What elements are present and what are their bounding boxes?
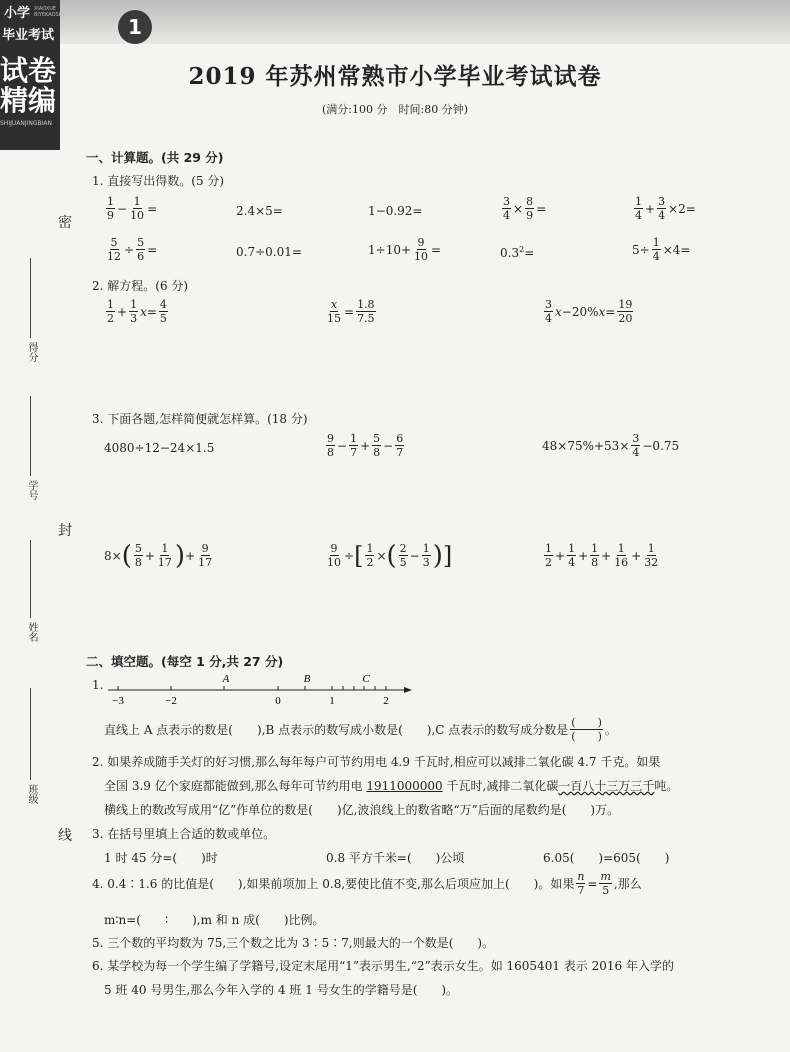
calc-1c: 1−0.92= [368,204,423,218]
seal-char-mi: 密 [58,215,72,231]
equation-1: 1 2 + $\frac{1}{3}$ x = $\frac{4}{5}$ [107,298,167,325]
calc-1d: $\frac{3}{4}$ × $\frac{8}{9}$ = [503,195,547,222]
simplify-3: 48×75%+53× $\frac{3}{4}$ −0.75 [542,432,680,459]
page-number-badge: 1 [118,10,152,44]
equation-2: $\frac{x}{15}$ = $\frac{1.8}{7.5}$ [327,298,375,325]
number-line [104,672,414,712]
calc-2c: 1÷10+ $\frac{9}{10}$ = [368,236,442,263]
label-name: 姓名 [26,622,37,642]
fill-q3-c: 6.05( )=605( ) [543,851,670,865]
seal-char-xian: 线 [58,828,72,844]
banner-pinyin: SHIJUANJINGBIAN [0,120,52,127]
calc-2a: $\frac{5}{12}$ ÷ $\frac{5}{6}$ = [107,236,158,263]
label-student-id: 学号 [26,480,37,500]
banner-line2: 毕业考试 [2,28,55,43]
score-line [30,258,31,338]
fill-q5: 5. 三个数的平均数为 75,三个数之比为 3∶5∶7,则最大的一个数是( )。 [92,936,495,950]
fill-q2-line2: 全国 3.9 亿个家庭都能做到,那么每年可节约用电 1911000000 千瓦时,减排二氧化碳一百八十三万三千吨。 [104,779,679,793]
fill-q3-label: 3. 在括号里填上合适的数或单位。 [92,827,276,841]
label-score: 得分 [26,342,37,362]
point-label: A [222,673,230,685]
q1-label: 1. 直接写出得数。(5 分) [92,174,225,188]
seal-char-feng: 封 [58,523,72,539]
banner-tiny: XIAOXUE BIYEKAOSHI [34,6,64,18]
top-header-bar [60,0,790,44]
name-line [30,540,31,618]
fill-q4-line2: m∶n=( ∶ ),m 和 n 成( )比例。 [104,913,325,927]
tick-label: −3 [112,695,124,707]
fill-q6-line1: 6. 某学校为每一个学生编了学籍号,设定末尾用“1”表示男生,“2”表示女生。如 1605401 表示 2016 年入学的 [92,959,674,973]
simplify-6: 1 2 + $\frac{1}{4}$ + $\frac{1}{8}$ + $\frac{1}{16}$ + $\frac{1}{32}$ [545,542,659,569]
tick-label: −2 [165,695,177,707]
q2-label: 2. 解方程。(6 分) [92,279,189,293]
tick-label: 1 [329,695,335,707]
calc-2d: $0.3^2=$ [500,245,535,260]
calc-1a: 1 9 − $\frac{1}{10}$ = [107,195,158,222]
point-label: C [362,673,370,685]
fill-q2-line1: 2. 如果养成随手关灯的好习惯,那么每年每户可节约用电 4.9 千瓦时,相应可以减排二氧化碳 4.7 千克。如果 [92,755,661,769]
q3-label: 3. 下面各题,怎样简便就怎样算。(18 分) [92,412,308,426]
tick-label: 2 [383,695,389,707]
tick-label: 0 [275,695,281,707]
simplify-5: $\frac{9}{10}$ ÷ [ $\frac{1}{2}$ × ( 2 5 − $\frac{1}{3}$ ) ] [327,540,453,571]
fill-q1-text: 直线上 A 点表示的数是( ),B 点表示的数写成小数是( ),C 点表示的数写成分数是 ( ) ( ) 。 [104,716,617,743]
section1-heading: 一、计算题。(共 29 分) [86,150,224,165]
fill-q6-line2: 5 班 40 号男生,那么今年入学的 4 班 1 号女生的学籍号是( )。 [104,983,459,997]
calc-1e: 1 4 + $\frac{3}{4}$ ×2= [635,195,696,222]
calc-2b: 0.7÷0.01= [236,245,302,259]
fill-q3-b: 0.8 平方千米=( )公顷 [326,851,465,865]
equation-3: 3 4 x −20% x = $\frac{19}{20}$ [545,298,633,325]
exam-subtitle: (满分:100 分 时间:80 分钟) [322,103,468,116]
simplify-4: 8× ( 5 8 + $\frac{1}{17}$ ) + $\frac{9}{17}$ [104,540,213,571]
exam-title: 2019 年苏州常熟市小学毕业考试试卷 [188,63,602,90]
banner-main: 试卷 精编 [0,54,57,117]
calc-2e: 5÷ $\frac{1}{4}$ ×4= [632,236,691,263]
arrow-icon [404,687,412,693]
simplify-1: 4080÷12−24×1.5 [104,441,215,455]
fill-q2-line3: 横线上的数改写成用“亿”作单位的数是( )亿,波浪线上的数省略“万”后面的尾数约是( )万。 [104,803,620,817]
calc-1b: 2.4×5= [236,204,283,218]
simplify-2: 9 8 − $\frac{1}{7}$ + $\frac{5}{8}$ − $\frac{6}{7}$ [327,432,404,459]
class-line [30,688,31,780]
fill-q1-num: 1. [92,678,104,692]
section2-heading: 二、填空题。(每空 1 分,共 27 分) [86,654,284,669]
student-id-line [30,396,31,476]
point-label: B [303,673,311,685]
banner-line1: 小学 [4,6,31,21]
label-class: 班级 [26,784,37,804]
fill-q3-a: 1 时 45 分=( )时 [104,851,218,865]
fill-q4-line1: 4. 0.4∶1.6 的比值是( ),如果前项加上 0.8,要使比值不变,那么后项应加上( )。如果 $\frac{n}{7}$ = $\frac{m}{5}$ ,那么 [92,870,642,897]
